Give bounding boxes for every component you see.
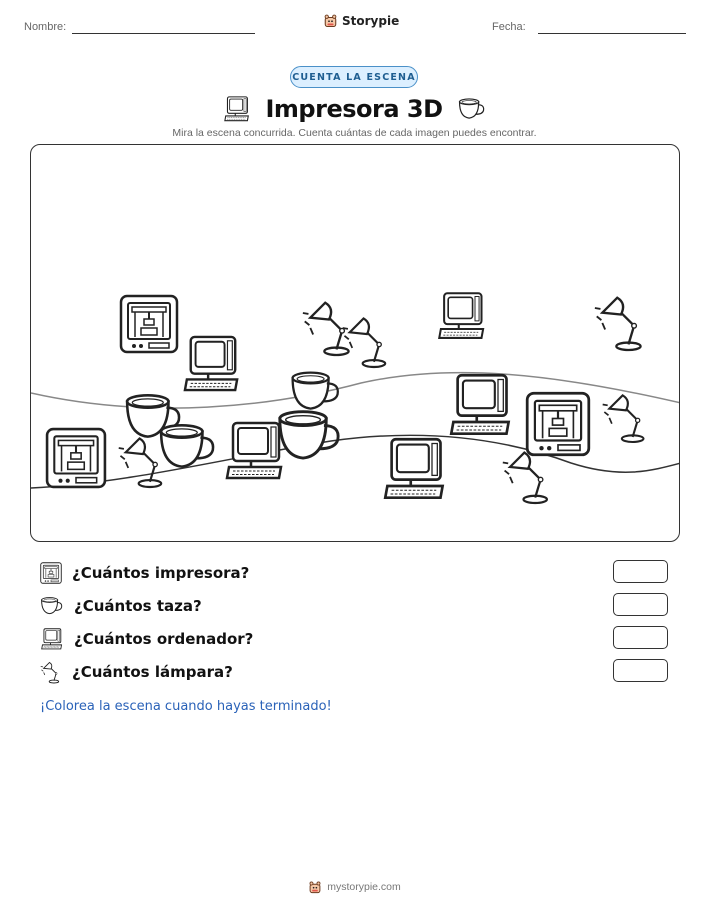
site-footer: [0, 880, 709, 894]
question-text: ¿Cuántos ordenador?: [74, 630, 254, 648]
printer-icon: [121, 296, 177, 352]
website-link[interactable]: mystorypie.com: [327, 881, 401, 893]
name-line[interactable]: [72, 33, 255, 34]
mascot-icon: [323, 13, 338, 28]
cup-icon: [457, 97, 487, 121]
question-text: ¿Cuántos lámpara?: [72, 663, 233, 681]
coloring-note: ¡Colorea la escena cuando hayas terminado!: [40, 699, 332, 714]
mascot-icon: [308, 880, 322, 894]
desk-lamp-icon: [40, 660, 62, 684]
computer-icon: [385, 439, 442, 497]
desk-lamp-icon: [503, 453, 547, 503]
printer-icon: [47, 429, 105, 487]
desk-lamp-icon: [119, 438, 161, 487]
activity-badge: CUENTA LA ESCENA: [290, 66, 418, 88]
printer-3d-icon: [40, 562, 62, 584]
computer-icon: [40, 628, 64, 650]
printer-icon: [527, 393, 589, 455]
question-row-ordenador: [40, 626, 253, 652]
date-line[interactable]: [538, 33, 686, 34]
question-text: ¿Cuántos taza?: [74, 597, 202, 615]
title-row: [200, 92, 510, 126]
cup-icon: [161, 425, 213, 466]
answer-box-impresora[interactable]: [613, 560, 668, 583]
desk-lamp-icon: [603, 395, 644, 442]
question-text: ¿Cuántos impresora?: [72, 564, 250, 582]
question-row-lampara: [40, 659, 233, 685]
date-label: Fecha:: [492, 21, 526, 33]
question-row-taza: [40, 593, 202, 619]
name-label: Nombre:: [24, 21, 67, 33]
answer-box-lampara[interactable]: [613, 659, 668, 682]
answer-box-taza[interactable]: [613, 593, 668, 616]
page-title: Impresora 3D: [265, 95, 443, 123]
busy-scene: [30, 144, 680, 542]
desk-lamp-icon: [595, 298, 641, 350]
computer-icon: [185, 337, 237, 390]
answer-box-ordenador[interactable]: [613, 626, 668, 649]
scene-drawing: [31, 145, 680, 542]
brand-name: Storypie: [342, 13, 400, 28]
computer-icon: [223, 96, 251, 122]
question-row-impresora: [40, 560, 249, 586]
computer-icon: [227, 423, 281, 478]
instructions: Mira la escena concurrida. Cuenta cuántas de cada imagen puedes encontrar.: [172, 127, 537, 139]
computer-icon: [451, 375, 508, 433]
desk-lamp-icon: [303, 303, 349, 355]
cup-icon: [40, 596, 64, 616]
computer-icon: [439, 293, 483, 338]
cup-icon: [280, 412, 338, 458]
desk-lamp-icon: [343, 318, 385, 367]
brand-logo: [323, 13, 399, 28]
